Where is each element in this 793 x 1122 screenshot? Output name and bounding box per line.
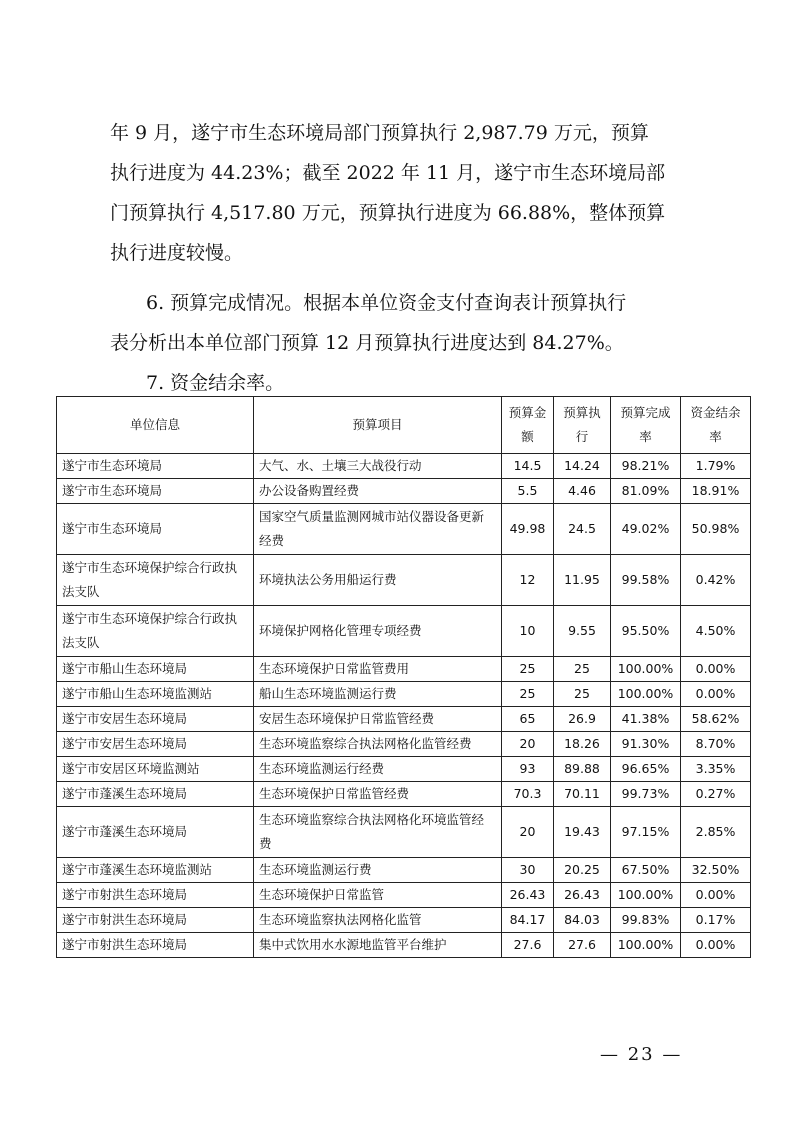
cell-balance: 0.00% [681, 682, 751, 707]
cell-amount: 49.98 [502, 504, 554, 555]
budget-balance-table [56, 396, 751, 958]
header-completion: 预算完成率 [611, 397, 681, 454]
heading-text: 7. 资金结余率。 [146, 372, 285, 394]
table-row [57, 807, 751, 858]
table-row [57, 782, 751, 807]
cell-completion: 96.65% [611, 757, 681, 782]
cell-unit: 遂宁市安居生态环境局 [57, 732, 254, 757]
cell-project: 生态环境监察综合执法网格化监管经费 [254, 732, 502, 757]
cell-completion: 99.73% [611, 782, 681, 807]
cell-completion: 100.00% [611, 933, 681, 958]
cell-completion: 81.09% [611, 479, 681, 504]
cell-amount: 20 [502, 807, 554, 858]
cell-project: 办公设备购置经费 [254, 479, 502, 504]
text-line: 表分析出本单位部门预算 12 月预算执行进度达到 84.27%。 [110, 332, 624, 354]
cell-project: 生态环境监测运行经费 [254, 757, 502, 782]
cell-balance: 0.42% [681, 555, 751, 606]
cell-project: 生态环境监察综合执法网格化环境监管经费 [254, 807, 502, 858]
cell-balance: 58.62% [681, 707, 751, 732]
cell-project: 大气、水、土壤三大战役行动 [254, 454, 502, 479]
cell-executed: 19.43 [554, 807, 611, 858]
cell-amount: 10 [502, 606, 554, 657]
cell-balance: 4.50% [681, 606, 751, 657]
text-line: 执行进度为 44.23%；截至 2022 年 11 月，遂宁市生态环境局部 [110, 162, 666, 184]
cell-unit: 遂宁市生态环境保护综合行政执法支队 [57, 555, 254, 606]
cell-unit: 遂宁市生态环境局 [57, 479, 254, 504]
cell-project: 安居生态环境保护日常监管经费 [254, 707, 502, 732]
cell-executed: 14.24 [554, 454, 611, 479]
cell-completion: 95.50% [611, 606, 681, 657]
table-row [57, 908, 751, 933]
cell-executed: 89.88 [554, 757, 611, 782]
cell-executed: 84.03 [554, 908, 611, 933]
cell-completion: 97.15% [611, 807, 681, 858]
table-body [57, 454, 751, 958]
cell-balance: 1.79% [681, 454, 751, 479]
table-row [57, 732, 751, 757]
header-unit: 单位信息 [57, 397, 254, 454]
cell-completion: 67.50% [611, 858, 681, 883]
table-row [57, 555, 751, 606]
cell-project: 集中式饮用水水源地监管平台维护 [254, 933, 502, 958]
cell-completion: 41.38% [611, 707, 681, 732]
cell-project: 环境执法公务用船运行费 [254, 555, 502, 606]
cell-executed: 24.5 [554, 504, 611, 555]
table-row [57, 757, 751, 782]
cell-executed: 11.95 [554, 555, 611, 606]
header-amount: 预算金额 [502, 397, 554, 454]
table-row [57, 707, 751, 732]
cell-executed: 18.26 [554, 732, 611, 757]
cell-completion: 98.21% [611, 454, 681, 479]
table-row [57, 454, 751, 479]
cell-unit: 遂宁市射洪生态环境局 [57, 883, 254, 908]
cell-balance: 2.85% [681, 807, 751, 858]
cell-completion: 49.02% [611, 504, 681, 555]
cell-project: 生态环境保护日常监管费用 [254, 657, 502, 682]
header-balance: 资金结余率 [681, 397, 751, 454]
cell-completion: 91.30% [611, 732, 681, 757]
cell-project: 船山生态环境监测运行费 [254, 682, 502, 707]
cell-balance: 0.17% [681, 908, 751, 933]
cell-amount: 25 [502, 657, 554, 682]
cell-executed: 70.11 [554, 782, 611, 807]
cell-amount: 93 [502, 757, 554, 782]
paragraph-budget-completion [110, 283, 695, 363]
cell-project: 国家空气质量监测网城市站仪器设备更新经费 [254, 504, 502, 555]
cell-completion: 100.00% [611, 883, 681, 908]
cell-unit: 遂宁市船山生态环境局 [57, 657, 254, 682]
cell-unit: 遂宁市安居生态环境局 [57, 707, 254, 732]
cell-amount: 25 [502, 682, 554, 707]
cell-balance: 32.50% [681, 858, 751, 883]
table-row [57, 883, 751, 908]
cell-completion: 99.58% [611, 555, 681, 606]
cell-unit: 遂宁市射洪生态环境局 [57, 908, 254, 933]
table-row [57, 858, 751, 883]
cell-amount: 30 [502, 858, 554, 883]
cell-project: 生态环境监测运行费 [254, 858, 502, 883]
cell-unit: 遂宁市生态环境局 [57, 454, 254, 479]
text-line: 门预算执行 4,517.80 万元，预算执行进度为 66.88%，整体预算 [110, 202, 666, 224]
cell-completion: 100.00% [611, 682, 681, 707]
cell-amount: 65 [502, 707, 554, 732]
cell-executed: 27.6 [554, 933, 611, 958]
text-line: 年 9 月，遂宁市生态环境局部门预算执行 2,987.79 万元，预算 [110, 122, 649, 144]
cell-balance: 18.91% [681, 479, 751, 504]
table-row [57, 606, 751, 657]
cell-balance: 0.00% [681, 657, 751, 682]
cell-balance: 50.98% [681, 504, 751, 555]
table-header-row [57, 397, 751, 454]
cell-project: 生态环境监察执法网格化监管 [254, 908, 502, 933]
cell-unit: 遂宁市生态环境保护综合行政执法支队 [57, 606, 254, 657]
cell-project: 生态环境保护日常监管经费 [254, 782, 502, 807]
cell-executed: 20.25 [554, 858, 611, 883]
cell-amount: 12 [502, 555, 554, 606]
cell-amount: 27.6 [502, 933, 554, 958]
cell-unit: 遂宁市射洪生态环境局 [57, 933, 254, 958]
paragraph-budget-progress [110, 113, 695, 273]
header-project: 预算项目 [254, 397, 502, 454]
page-number: — 23 — [600, 1044, 683, 1065]
cell-unit: 遂宁市蓬溪生态环境局 [57, 807, 254, 858]
cell-executed: 4.46 [554, 479, 611, 504]
cell-unit: 遂宁市蓬溪生态环境监测站 [57, 858, 254, 883]
table-row [57, 933, 751, 958]
cell-amount: 70.3 [502, 782, 554, 807]
cell-amount: 84.17 [502, 908, 554, 933]
cell-executed: 26.9 [554, 707, 611, 732]
cell-amount: 26.43 [502, 883, 554, 908]
table-row [57, 479, 751, 504]
table-row [57, 657, 751, 682]
cell-project: 生态环境保护日常监管 [254, 883, 502, 908]
header-executed: 预算执行 [554, 397, 611, 454]
cell-amount: 20 [502, 732, 554, 757]
cell-executed: 9.55 [554, 606, 611, 657]
cell-balance: 0.00% [681, 883, 751, 908]
cell-balance: 0.00% [681, 933, 751, 958]
cell-executed: 25 [554, 657, 611, 682]
cell-amount: 14.5 [502, 454, 554, 479]
cell-completion: 99.83% [611, 908, 681, 933]
cell-unit: 遂宁市蓬溪生态环境局 [57, 782, 254, 807]
cell-amount: 5.5 [502, 479, 554, 504]
cell-balance: 3.35% [681, 757, 751, 782]
cell-executed: 26.43 [554, 883, 611, 908]
table-row [57, 682, 751, 707]
cell-executed: 25 [554, 682, 611, 707]
cell-unit: 遂宁市生态环境局 [57, 504, 254, 555]
text-line: 6. 预算完成情况。根据本单位资金支付查询表计预算执行 [146, 292, 627, 314]
text-line: 执行进度较慢。 [110, 242, 244, 264]
cell-project: 环境保护网格化管理专项经费 [254, 606, 502, 657]
cell-balance: 8.70% [681, 732, 751, 757]
cell-balance: 0.27% [681, 782, 751, 807]
cell-completion: 100.00% [611, 657, 681, 682]
cell-unit: 遂宁市船山生态环境监测站 [57, 682, 254, 707]
table-row [57, 504, 751, 555]
cell-unit: 遂宁市安居区环境监测站 [57, 757, 254, 782]
